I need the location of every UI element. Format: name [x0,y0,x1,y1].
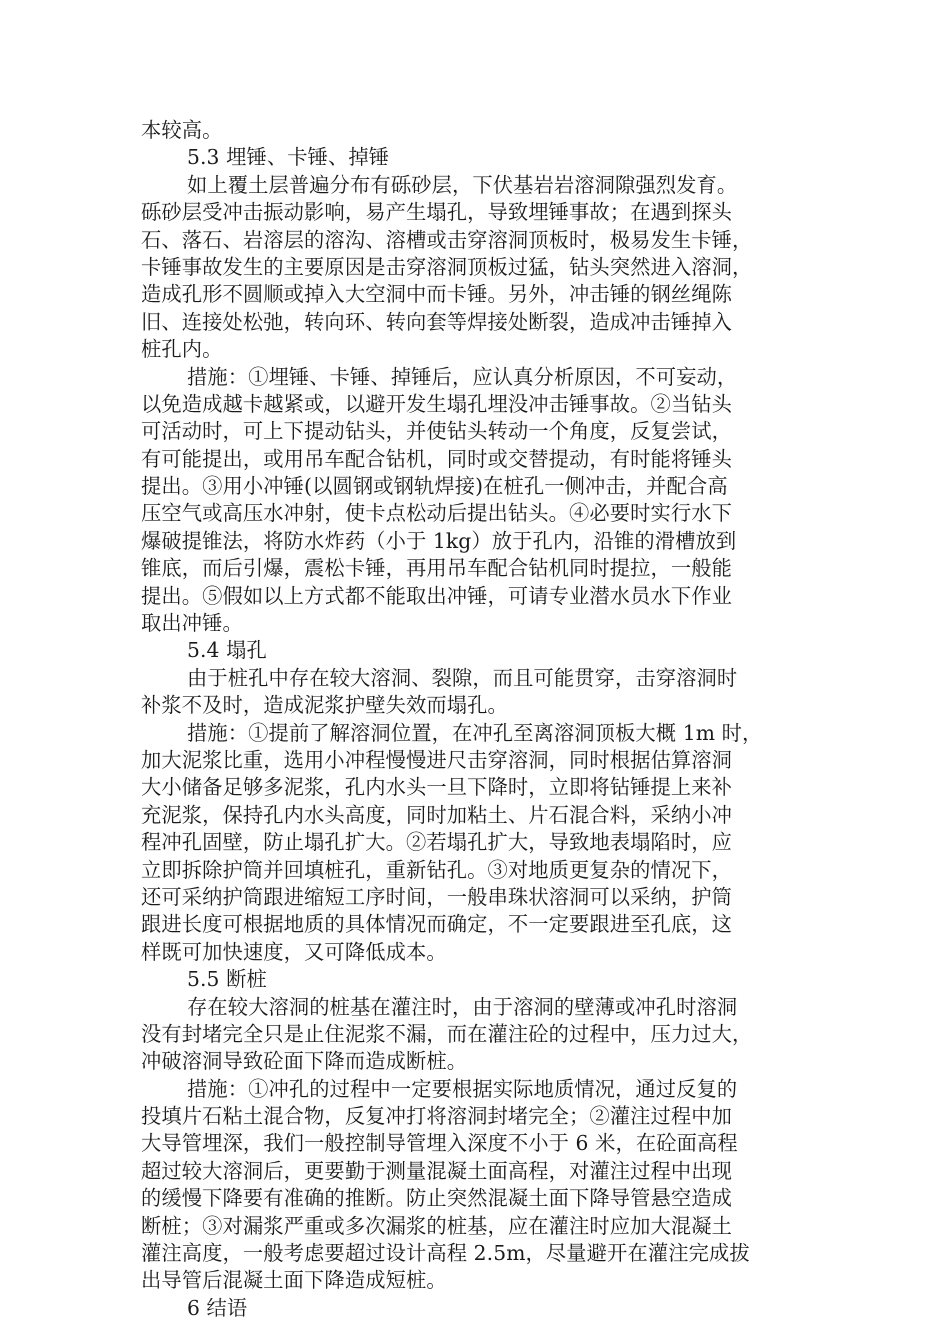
text-line: 的缓慢下降要有准确的推断。防止突然混凝土面下降导管悬空造成 [141,1186,733,1211]
text-line: 灌注高度，一般考虑要超过设计高程 2.5m，尽量避开在灌注完成拔 [141,1241,750,1266]
text-line: 补浆不及时，造成泥浆护壁失效而塌孔。 [141,693,508,718]
text-line: 5.5 断桩 [187,967,267,992]
text-line: 以免造成越卡越紧或，以避开发生塌孔埋没冲击锤事故。②当钻头 [141,391,733,416]
text-line: 立即拆除护筒并回填桩孔，重新钻孔。③对地质更复杂的情况下， [141,857,733,882]
text-line: 提出。⑤假如以上方式都不能取出冲锤，可请专业潜水员水下作业 [141,583,733,608]
text-line: 措施：①提前了解溶洞位置，在冲孔至离溶洞顶板大概 1m 时， [187,720,763,745]
text-line: 本较高。 [141,118,223,142]
text-line: 5.3 埋锤、卡锤、掉锤 [187,145,390,170]
text-line: 程冲孔固壁，防止塌孔扩大。②若塌孔扩大，导致地表塌陷时，应 [141,830,733,855]
text-line: 大导管埋深，我们一般控制导管埋入深度不小于 6 米，在砼面高程 [141,1131,738,1156]
text-line: 措施：①埋锤、卡锤、掉锤后，应认真分析原因，不可妄动， [187,364,738,389]
text-line: 样既可加快速度，又可降低成本。 [141,939,447,964]
text-line: 还可采纳护筒跟进缩短工序时间，一般串珠状溶洞可以采纳，护筒 [141,884,733,909]
text-line: 桩孔内。 [141,337,223,362]
text-line: 加大泥浆比重，选用小冲程慢慢进尺击穿溶洞，同时根据估算溶洞 [141,747,733,772]
text-line: 没有封堵完全只是止住泥浆不漏，而在灌注砼的过程中，压力过大， [141,1021,753,1046]
text-line: 超过较大溶洞后，更要勤于测量混凝土面高程，对灌注过程中出现 [141,1158,733,1183]
text-line: 跟进长度可根据地质的具体情况而确定，不一定要跟进至孔底，这 [141,912,733,937]
text-line: 出导管后混凝土面下降造成短桩。 [141,1268,447,1293]
text-line: 砾砂层受冲击振动影响，易产生塌孔，导致埋锤事故；在遇到探头 [141,200,733,225]
text-line: 有可能提出，或用吊车配合钻机，同时或交替提动，有时能将锤头 [141,446,733,471]
text-line: 可活动时，可上下提动钻头，并使钻头转动一个角度，反复尝试， [141,419,733,444]
text-line: 爆破提锥法，将防水炸药（小于 1kg）放于孔内，沿锥的滑槽放到 [141,528,737,553]
text-line: 存在较大溶洞的桩基在灌注时，由于溶洞的壁薄或冲孔时溶洞 [187,994,738,1019]
text-line: 投填片石粘土混合物，反复冲打将溶洞封堵完全；②灌注过程中加 [141,1104,733,1129]
text-line: 由于桩孔中存在较大溶洞、裂隙，而且可能贯穿，击穿溶洞时 [187,665,738,690]
text-line: 如上覆土层普遍分布有砾砂层，下伏基岩岩溶洞隙强烈发育。 [187,172,738,197]
text-line: 充泥浆，保持孔内水头高度，同时加粘土、片石混合料，采纳小冲 [141,802,733,827]
text-line: 提出。③用小冲锤(以圆钢或钢轨焊接)在桩孔一侧冲击，并配合高 [141,474,728,499]
text-line: 措施：①冲孔的过程中一定要根据实际地质情况，通过反复的 [187,1076,738,1101]
text-line: 大小储备足够多泥浆，孔内水头一旦下降时，立即将钻锤提上来补 [141,775,733,800]
text-line: 取出冲锤。 [141,611,243,636]
text-line: 锥底，而后引爆，震松卡锤，再用吊车配合钻机同时提拉，一般能 [141,556,733,581]
text-line: 5.4 塌孔 [187,638,267,663]
text-line: 造成孔形不圆顺或掉入大空洞中而卡锤。另外，冲击锤的钢丝绳陈 [141,282,733,307]
text-line: 压空气或高压水冲射，使卡点松动后提出钻头。④必要时实行水下 [141,501,733,526]
text-line: 断桩；③对漏浆严重或多次漏浆的桩基，应在灌注时应加大混凝土 [141,1213,733,1238]
text-line: 旧、连接处松弛，转向环、转向套等焊接处断裂，造成冲击锤掉入 [141,309,733,334]
text-line: 石、落石、岩溶层的溶沟、溶槽或击穿溶洞顶板时，极易发生卡锤， [141,227,753,252]
text-line: 6 结语 [187,1295,248,1320]
text-line: 冲破溶洞导致砼面下降而造成断桩。 [141,1049,468,1074]
text-line: 卡锤事故发生的主要原因是击穿溶洞顶板过猛，钻头突然进入溶洞， [141,254,753,279]
document-body [141,117,801,1322]
